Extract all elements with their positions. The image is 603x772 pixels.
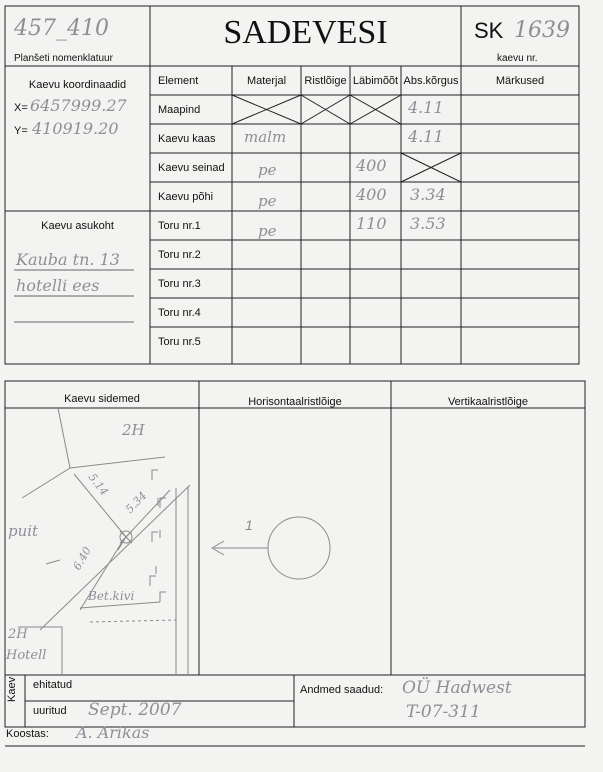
table-row-element: Toru nr.4 bbox=[158, 307, 201, 319]
sketch-label-2h-bottom: 2H bbox=[8, 627, 28, 642]
col-header-element: Element bbox=[158, 75, 199, 87]
col-header-markused: Märkused bbox=[495, 75, 545, 87]
nomenclature-value: 457_410 bbox=[14, 16, 109, 41]
table-cell-labimoot: 400 bbox=[356, 156, 387, 175]
table-cell-abs: 4.11 bbox=[408, 98, 444, 117]
table-cell-abs: 4.11 bbox=[408, 127, 444, 146]
y-label: Y= bbox=[14, 125, 28, 137]
author-value: A. Arikas bbox=[76, 723, 150, 742]
sketch-dim-514: 5.14 bbox=[85, 470, 111, 499]
kaev-label: Kaev bbox=[6, 676, 18, 702]
table-cell-materjal: pe bbox=[258, 161, 277, 179]
sketch-dim-534: 5.34 bbox=[123, 489, 150, 516]
table-row-element: Toru nr.3 bbox=[158, 278, 201, 290]
col-header-ristloige: Ristlõige bbox=[304, 75, 347, 87]
built-label: ehitatud bbox=[33, 679, 73, 691]
nomenclature-label: Planšeti nomenklatuur bbox=[14, 53, 113, 64]
sk-prefix: SK bbox=[474, 18, 504, 43]
author-label: Koostas: bbox=[6, 728, 49, 740]
table-cell-labimoot: 110 bbox=[356, 214, 387, 233]
table-row-element: Kaevu kaas bbox=[158, 133, 216, 145]
measured-value: Sept. 2007 bbox=[88, 700, 182, 720]
col-header-horisontaal: Horisontaalristlõige bbox=[248, 396, 342, 408]
col-header-kaevu-sidemed: Kaevu sidemed bbox=[64, 393, 140, 405]
table-row-element: Kaevu põhi bbox=[158, 191, 214, 203]
sketch-dim-640: 6.40 bbox=[70, 544, 95, 573]
col-header-vertikaal: Vertikaalristlõige bbox=[447, 396, 529, 408]
table-row-element: Kaevu seinad bbox=[158, 162, 225, 174]
horizontal-arrow-label: 1 bbox=[245, 517, 253, 533]
data-from-label: Andmed saadud: bbox=[300, 684, 384, 696]
table-cell-abs: 3.53 bbox=[410, 214, 446, 233]
table-cell-labimoot: 400 bbox=[356, 185, 387, 204]
table-cell-abs: 3.34 bbox=[410, 185, 446, 204]
location-line1: Kauba tn. 13 bbox=[16, 250, 120, 269]
sketch-label-hotell: Hotell bbox=[6, 648, 47, 663]
data-from-line1: OÜ Hadwest bbox=[402, 678, 512, 698]
col-header-materjal: Materjal bbox=[246, 75, 287, 87]
table-cell-materjal: pe bbox=[258, 192, 277, 210]
col-header-labimoot: Läbimõõt bbox=[352, 75, 399, 87]
location-line2: hotelli ees bbox=[16, 276, 100, 295]
sketch-label-bet-kivi: Bet.kivi bbox=[88, 589, 135, 603]
x-value: 6457999.27 bbox=[30, 96, 127, 115]
sk-value: 1639 bbox=[514, 18, 570, 43]
page-title: SADEVESI bbox=[223, 14, 388, 51]
y-value: 410919.20 bbox=[32, 119, 119, 138]
table-cell-materjal: pe bbox=[258, 222, 277, 240]
data-from-line2: T-07-311 bbox=[406, 702, 481, 722]
table-cell-materjal: malm bbox=[244, 128, 287, 146]
col-header-abs: Abs.kõrgus bbox=[403, 75, 459, 87]
table-row-element: Toru nr.2 bbox=[158, 249, 201, 261]
measured-label: uuritud bbox=[33, 705, 67, 717]
table-row-element: Toru nr.1 bbox=[158, 220, 201, 232]
table-row-element: Toru nr.5 bbox=[158, 336, 201, 348]
sketch-label-2h-top: 2H bbox=[122, 421, 145, 439]
location-heading: Kaevu asukoht bbox=[41, 220, 114, 232]
sketch-label-puit: puit bbox=[8, 522, 39, 540]
coordinates-heading: Kaevu koordinaadid bbox=[28, 79, 127, 91]
well-nr-label: kaevu nr. bbox=[497, 53, 538, 64]
x-label: X= bbox=[14, 102, 28, 114]
table-row-element: Maapind bbox=[158, 104, 201, 116]
